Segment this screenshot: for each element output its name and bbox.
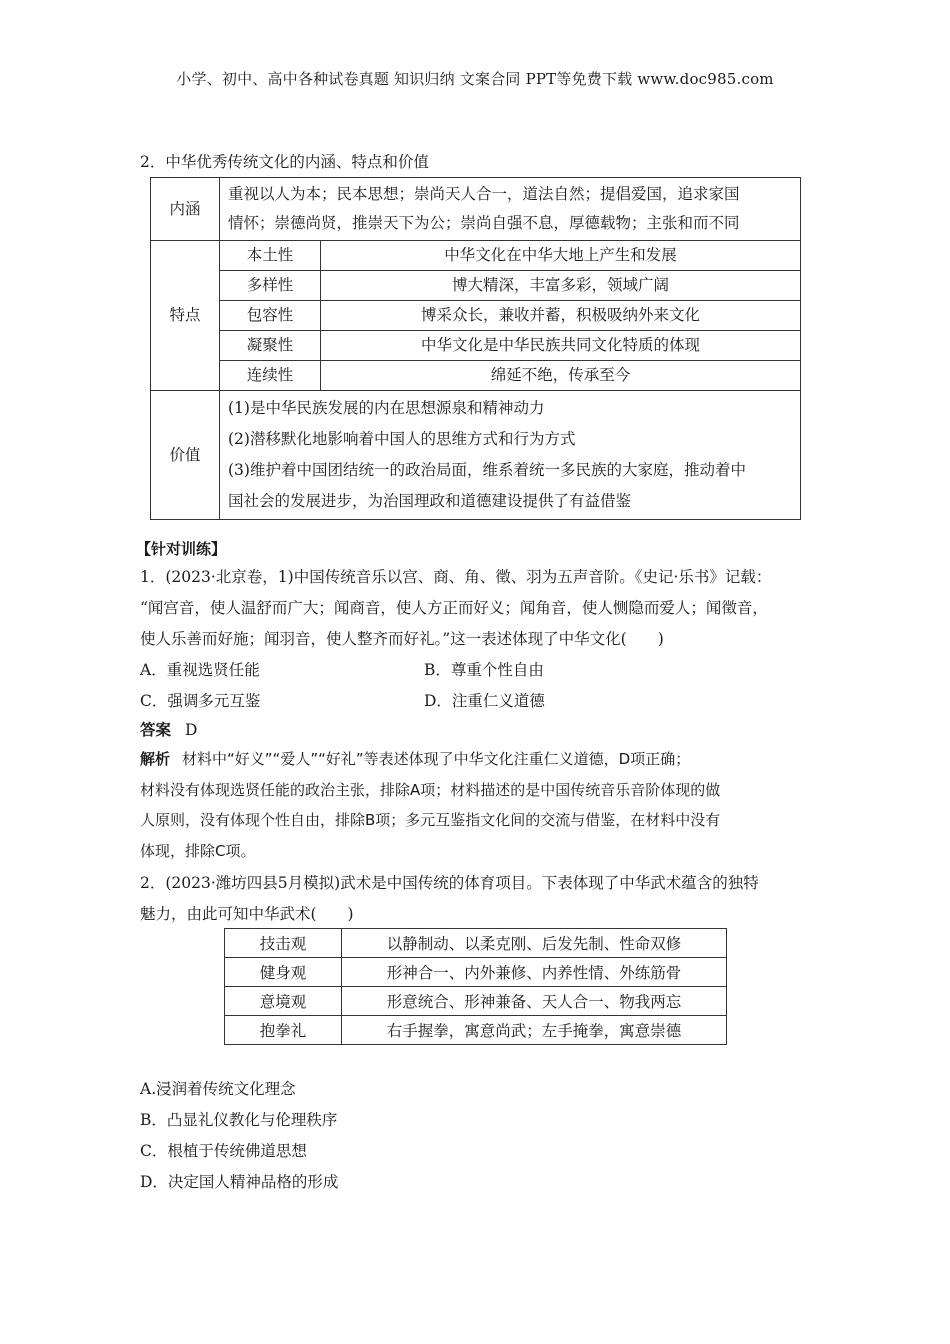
tedian-label: 特点 — [151, 241, 220, 391]
question-1 — [140, 562, 820, 717]
option-b: B．尊重个性自由 — [424, 661, 544, 679]
table-row — [151, 361, 801, 391]
practice-title: 【针对训练】 — [136, 540, 227, 558]
page-header: 小学、初中、高中各种试卷真题 知识归纳 文案合同 PPT等免费下载 www.doc985.com — [176, 70, 774, 88]
tedian-name: 包容性 — [220, 301, 321, 331]
wushu-key: 健身观 — [225, 958, 342, 987]
analysis-label: 解析 — [140, 750, 171, 768]
question-2-options — [140, 1074, 338, 1198]
neihan-label: 内涵 — [151, 178, 220, 241]
tedian-name: 本土性 — [220, 241, 321, 271]
jiazhi-content — [220, 391, 801, 520]
table-row — [151, 241, 801, 271]
question-2 — [140, 868, 820, 930]
analysis-line — [140, 744, 812, 775]
jiazhi-label: 价值 — [151, 391, 220, 520]
tedian-desc: 博采众长，兼收并蓄，积极吸纳外来文化 — [321, 301, 801, 331]
table-row — [151, 271, 801, 301]
tedian-desc: 中华文化是中华民族共同文化特质的体现 — [321, 331, 801, 361]
tedian-name: 连续性 — [220, 361, 321, 391]
option-row — [140, 686, 820, 717]
wushu-value: 以静制动、以柔克刚、后发先制、性命双修 — [342, 929, 727, 958]
question-line: 1．(2023·北京卷，1)中国传统音乐以宫、商、角、徵、羽为五声音阶。《史记·乐书》记载： — [140, 568, 772, 586]
table-row — [225, 958, 727, 987]
analysis-line: 人原则，没有体现个性自由，排除B项；多元互鉴指文化间的交流与借鉴，在材料中没有 — [140, 811, 721, 829]
analysis-line: 体现，排除C项。 — [140, 841, 256, 860]
table-row — [225, 929, 727, 958]
neihan-line: 重视以人为本；民本思想；崇尚天人合一，道法自然；提倡爱国，追求家国 — [228, 185, 740, 203]
answer-value: D — [185, 721, 198, 739]
tedian-desc: 博大精深，丰富多彩，领域广阔 — [321, 271, 801, 301]
option-c: C．强调多元互鉴 — [140, 692, 261, 710]
culture-table — [150, 177, 801, 520]
table-row — [151, 331, 801, 361]
tedian-name: 多样性 — [220, 271, 321, 301]
jiazhi-line: (2)潜移默化地影响着中国人的思维方式和行为方式 — [228, 430, 576, 448]
wushu-key: 抱拳礼 — [225, 1016, 342, 1045]
wushu-value: 右手握拳，寓意尚武；左手掩拳，寓意崇德 — [342, 1016, 727, 1045]
answer-label: 答案 — [140, 720, 172, 739]
table-row — [151, 178, 801, 241]
analysis-text: 材料中“好义”“爱人”“好礼”等表述体现了中华文化注重仁义道德，D项正确； — [182, 750, 691, 768]
wushu-table — [224, 928, 727, 1045]
analysis — [140, 744, 812, 866]
option-a: A．重视选贤任能 — [140, 661, 260, 679]
option-a: A.浸润着传统文化理念 — [140, 1080, 296, 1098]
tedian-desc: 绵延不绝，传承至今 — [321, 361, 801, 391]
question-line: 2．(2023·潍坊四县5月模拟)武术是中国传统的体育项目。下表体现了中华武术蕴含的独特 — [140, 874, 759, 892]
option-d: D．决定国人精神品格的形成 — [140, 1173, 339, 1191]
analysis-line: 材料没有体现选贤任能的政治主张，排除A项；材料描述的是中国传统音乐音阶体现的做 — [140, 780, 721, 799]
table-row — [225, 1016, 727, 1045]
option-b: B．凸显礼仪教化与伦理秩序 — [140, 1111, 338, 1129]
table-row — [225, 987, 727, 1016]
wushu-value: 形神合一、内外兼修、内养性情、外练筋骨 — [342, 958, 727, 987]
tedian-name: 凝聚性 — [220, 331, 321, 361]
neihan-content — [220, 178, 801, 241]
question-line: 魅力，由此可知中华武术( ) — [140, 905, 354, 923]
wushu-key: 意境观 — [225, 987, 342, 1016]
option-c: C．根植于传统佛道思想 — [140, 1142, 307, 1160]
section-title: 2．中华优秀传统文化的内涵、特点和价值 — [140, 153, 429, 171]
tedian-desc: 中华文化在中华大地上产生和发展 — [321, 241, 801, 271]
option-row — [140, 655, 820, 686]
question-line: “闻宫音，使人温舒而广大；闻商音，使人方正而好义；闻角音，使人恻隐而爱人；闻徵音， — [140, 599, 768, 617]
wushu-key: 技击观 — [225, 929, 342, 958]
jiazhi-line: (1)是中华民族发展的内在思想源泉和精神动力 — [228, 399, 545, 417]
question-line: 使人乐善而好施；闻羽音，使人整齐而好礼。”这一表述体现了中华文化( ) — [140, 630, 664, 648]
jiazhi-line: 国社会的发展进步，为治国理政和道德建设提供了有益借鉴 — [228, 492, 632, 510]
neihan-line: 情怀；崇德尚贤，推崇天下为公；崇尚自强不息，厚德载物；主张和而不同 — [228, 214, 740, 232]
table-row — [151, 301, 801, 331]
answer — [140, 718, 197, 740]
wushu-value: 形意统合、形神兼备、天人合一、物我两忘 — [342, 987, 727, 1016]
table-row — [151, 391, 801, 520]
jiazhi-line: (3)维护着中国团结统一的政治局面，维系着统一多民族的大家庭，推动着中 — [228, 461, 746, 479]
option-d: D．注重仁义道德 — [424, 692, 545, 710]
